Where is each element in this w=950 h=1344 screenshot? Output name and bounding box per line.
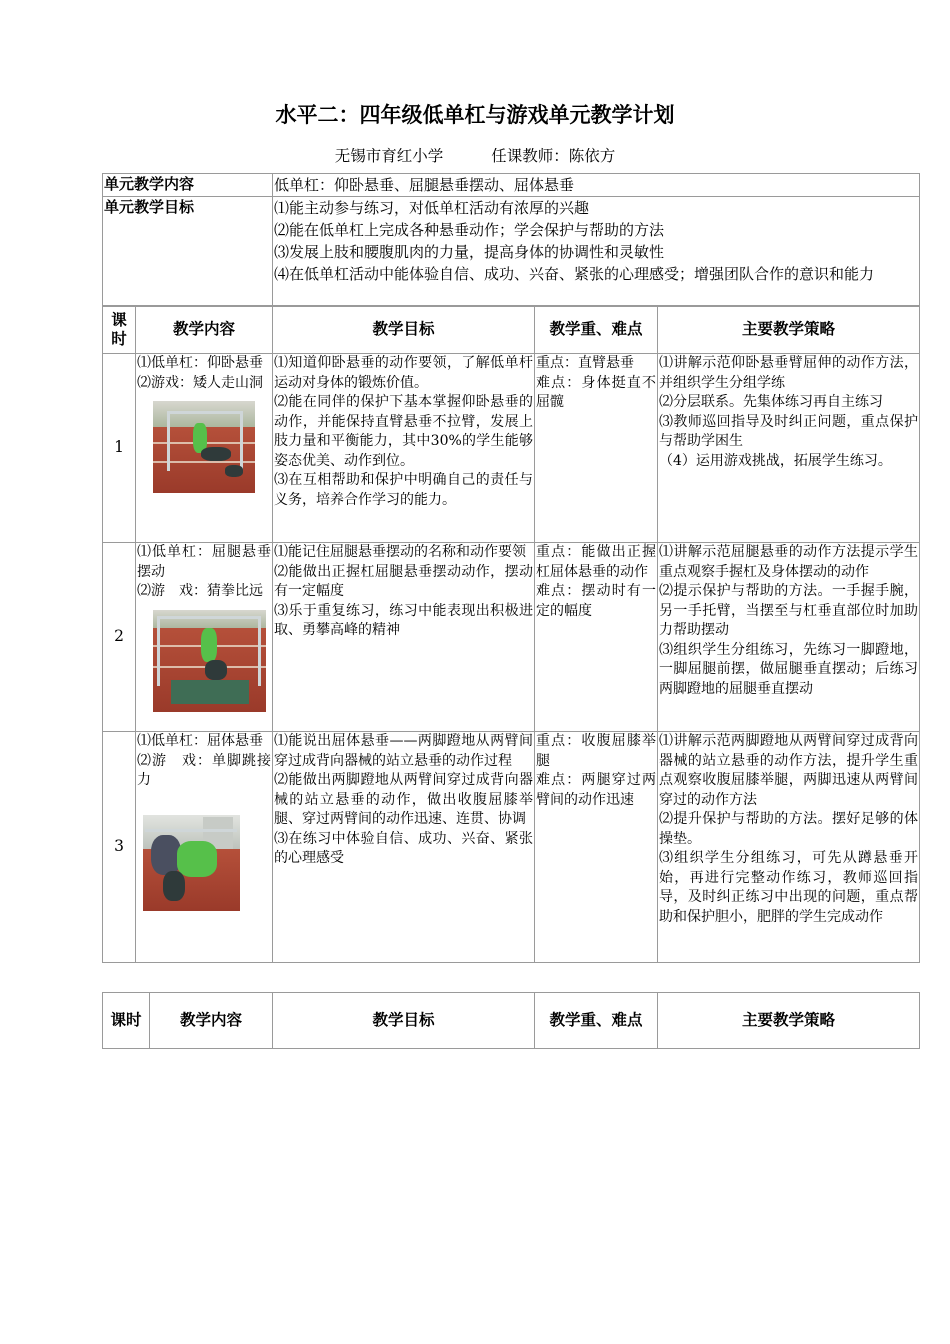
unit-goal: ⑶发展上肢和腰腹肌肉的力量，提高身体的协调性和灵敏性 [274, 243, 665, 261]
header-content: 教学内容 [136, 306, 273, 354]
lesson-strategies [658, 354, 920, 543]
header-goal: 教学目标 [273, 993, 535, 1049]
continuation-header-row [103, 993, 920, 1049]
key-item: 难点：身体挺直不屈髋 [536, 374, 656, 410]
goal-item: ⑴能记住屈腿悬垂摆动的名称和动作要领 [274, 544, 526, 560]
lesson-photo [153, 610, 266, 712]
key-item: 难点：摆动时有一定的幅度 [536, 583, 656, 619]
lesson-keys [535, 732, 658, 963]
continuation-table [102, 992, 920, 1049]
goal-item: ⑶在练习中体验自信、成功、兴奋、紧张的心理感受 [274, 830, 533, 866]
key-item: 重点：直臂悬垂 [536, 355, 634, 371]
strategy-item: ⑴讲解示范两脚蹬地从两臂间穿过成背向器械的站立悬垂的动作方法，提升学生重点观察收腹屈膝举腿，两脚迅速从两臂间穿过的动作方法 [659, 733, 918, 808]
lesson-keys [535, 543, 658, 732]
header-strategy: 主要教学策略 [658, 306, 920, 354]
header-key: 教学重、难点 [535, 306, 658, 354]
strategy-item: ⑶教师巡回指导及时纠正问题，重点保护与帮助学困生 [659, 413, 918, 449]
lesson-strategies [658, 543, 920, 732]
header-goal: 教学目标 [273, 306, 535, 354]
unit-goals [273, 197, 920, 307]
page-title: 水平二：四年级低单杠与游戏单元教学计划 [275, 103, 675, 127]
lesson-number: 2 [103, 543, 136, 732]
lesson-row [103, 354, 920, 543]
key-item: 重点：能做出正握杠屈体悬垂的动作 [536, 544, 656, 580]
header-content: 教学内容 [150, 993, 273, 1049]
goal-item: ⑴能说出屈体悬垂——两脚蹬地从两臂间穿过成背向器械的站立悬垂的动作过程 [274, 733, 533, 769]
content-item: ⑵游 戏：猜拳比远 [137, 583, 263, 599]
strategy-item: ⑵提示保护与帮助的方法。一手握手腕，另一手托臂，当摆至与杠垂直部位时加助力帮助摆动 [659, 583, 918, 638]
lesson-keys [535, 354, 658, 543]
strategy-item: ⑶组织学生分组练习，先练习一脚蹬地，一脚屈腿前摆，做屈腿垂直摆动；后练习两脚蹬地的屈腿垂直摆动 [659, 641, 918, 697]
goal-item: ⑴知道仰卧悬垂的动作要领，了解低单杆运动对身体的锻炼价值。 [274, 355, 533, 391]
lesson-number: 3 [103, 732, 136, 963]
lesson-row [103, 732, 920, 963]
header-key: 教学重、难点 [535, 993, 658, 1049]
unit-goal: ⑷在低单杠活动中能体验自信、成功、兴奋、紧张的心理感受；增强团队合作的意识和能力 [274, 265, 875, 283]
lesson-content [136, 354, 273, 543]
strategy-item: ⑴讲解示范仰卧悬垂臂屈伸的动作方法，并组织学生分组学练 [659, 355, 918, 391]
unit-content-value: 低单杠：仰卧悬垂、屈腿悬垂摆动、屈体悬垂 [273, 174, 920, 197]
lesson-content [136, 732, 273, 963]
unit-content-label: 单元教学内容 [103, 174, 273, 197]
lesson-header-row [103, 306, 920, 354]
lesson-content [136, 543, 273, 732]
strategy-item: （4）运用游戏挑战，拓展学生练习。 [659, 452, 892, 469]
teacher-name: 任课教师：陈依方 [491, 147, 616, 165]
lesson-photo [153, 401, 255, 493]
unit-goal-label: 单元教学目标 [103, 197, 273, 307]
strategy-item: ⑴讲解示范屈腿悬垂的动作方法提示学生重点观察手握杠及身体摆动的动作 [659, 544, 918, 580]
lesson-number: 1 [103, 354, 136, 543]
content-item: ⑵游 戏：单脚跳接力 [137, 752, 271, 788]
unit-goal: ⑵能在低单杠上完成各种悬垂动作；学会保护与帮助的方法 [274, 221, 665, 239]
lesson-goals [273, 354, 535, 543]
lesson-goals [273, 543, 535, 732]
header-lesson: 课时 [103, 306, 136, 354]
goal-item: ⑵能做出正握杠屈腿悬垂摆动动作，摆动有一定幅度 [274, 563, 533, 599]
unit-info-table [102, 173, 920, 307]
school-name: 无锡市育红小学 [334, 147, 444, 165]
goal-item: ⑶在互相帮助和保护中明确自己的责任与义务，培养合作学习的能力。 [274, 472, 533, 508]
lesson-table [102, 305, 920, 963]
content-item: ⑴低单杠：仰卧悬垂 [137, 355, 263, 371]
content-item: ⑴低单杠：屈腿悬垂摆动 [137, 544, 271, 580]
strategy-item: ⑵提升保护与帮助的方法。摆好足够的体操垫。 [659, 811, 918, 847]
lesson-goals [273, 732, 535, 963]
lesson-photo [143, 815, 240, 911]
subtitle [0, 144, 950, 166]
goal-item: ⑵能在同伴的保护下基本掌握仰卧悬垂的动作，并能保持直臂悬垂不拉臂，发展上肢力量和平衡能力，其中30%的学生能够姿态优美、动作到位。 [274, 394, 533, 469]
goal-item: ⑵能做出两脚蹬地从两臂间穿过成背向器械的站立悬垂的动作，做出收腹屈膝举腿、穿过两臂间的动作迅速、连贯、协调 [274, 772, 533, 827]
key-item: 重点：收腹屈膝举腿 [536, 733, 656, 769]
header-strategy: 主要教学策略 [658, 993, 920, 1049]
content-item: ⑵游戏：矮人走山洞 [137, 374, 263, 391]
lesson-row [103, 543, 920, 732]
header-lesson: 课时 [103, 993, 150, 1049]
unit-goal: ⑴能主动参与练习，对低单杠活动有浓厚的兴趣 [274, 199, 590, 217]
strategy-item: ⑶组织学生分组练习，可先从蹲悬垂开始，再进行完整动作练习，教师巡回指导，及时纠正练习中出现的问题，重点帮助和保护胆小，肥胖的学生完成动作 [659, 850, 918, 925]
strategy-item: ⑵分层联系。先集体练习再自主练习 [659, 394, 883, 410]
goal-item: ⑶乐于重复练习，练习中能表现出积极进取、勇攀高峰的精神 [274, 602, 533, 638]
key-item: 难点：两腿穿过两臂间的动作迅速 [536, 772, 656, 808]
lesson-strategies [658, 732, 920, 963]
content-item: ⑴低单杠：屈体悬垂 [137, 733, 263, 749]
